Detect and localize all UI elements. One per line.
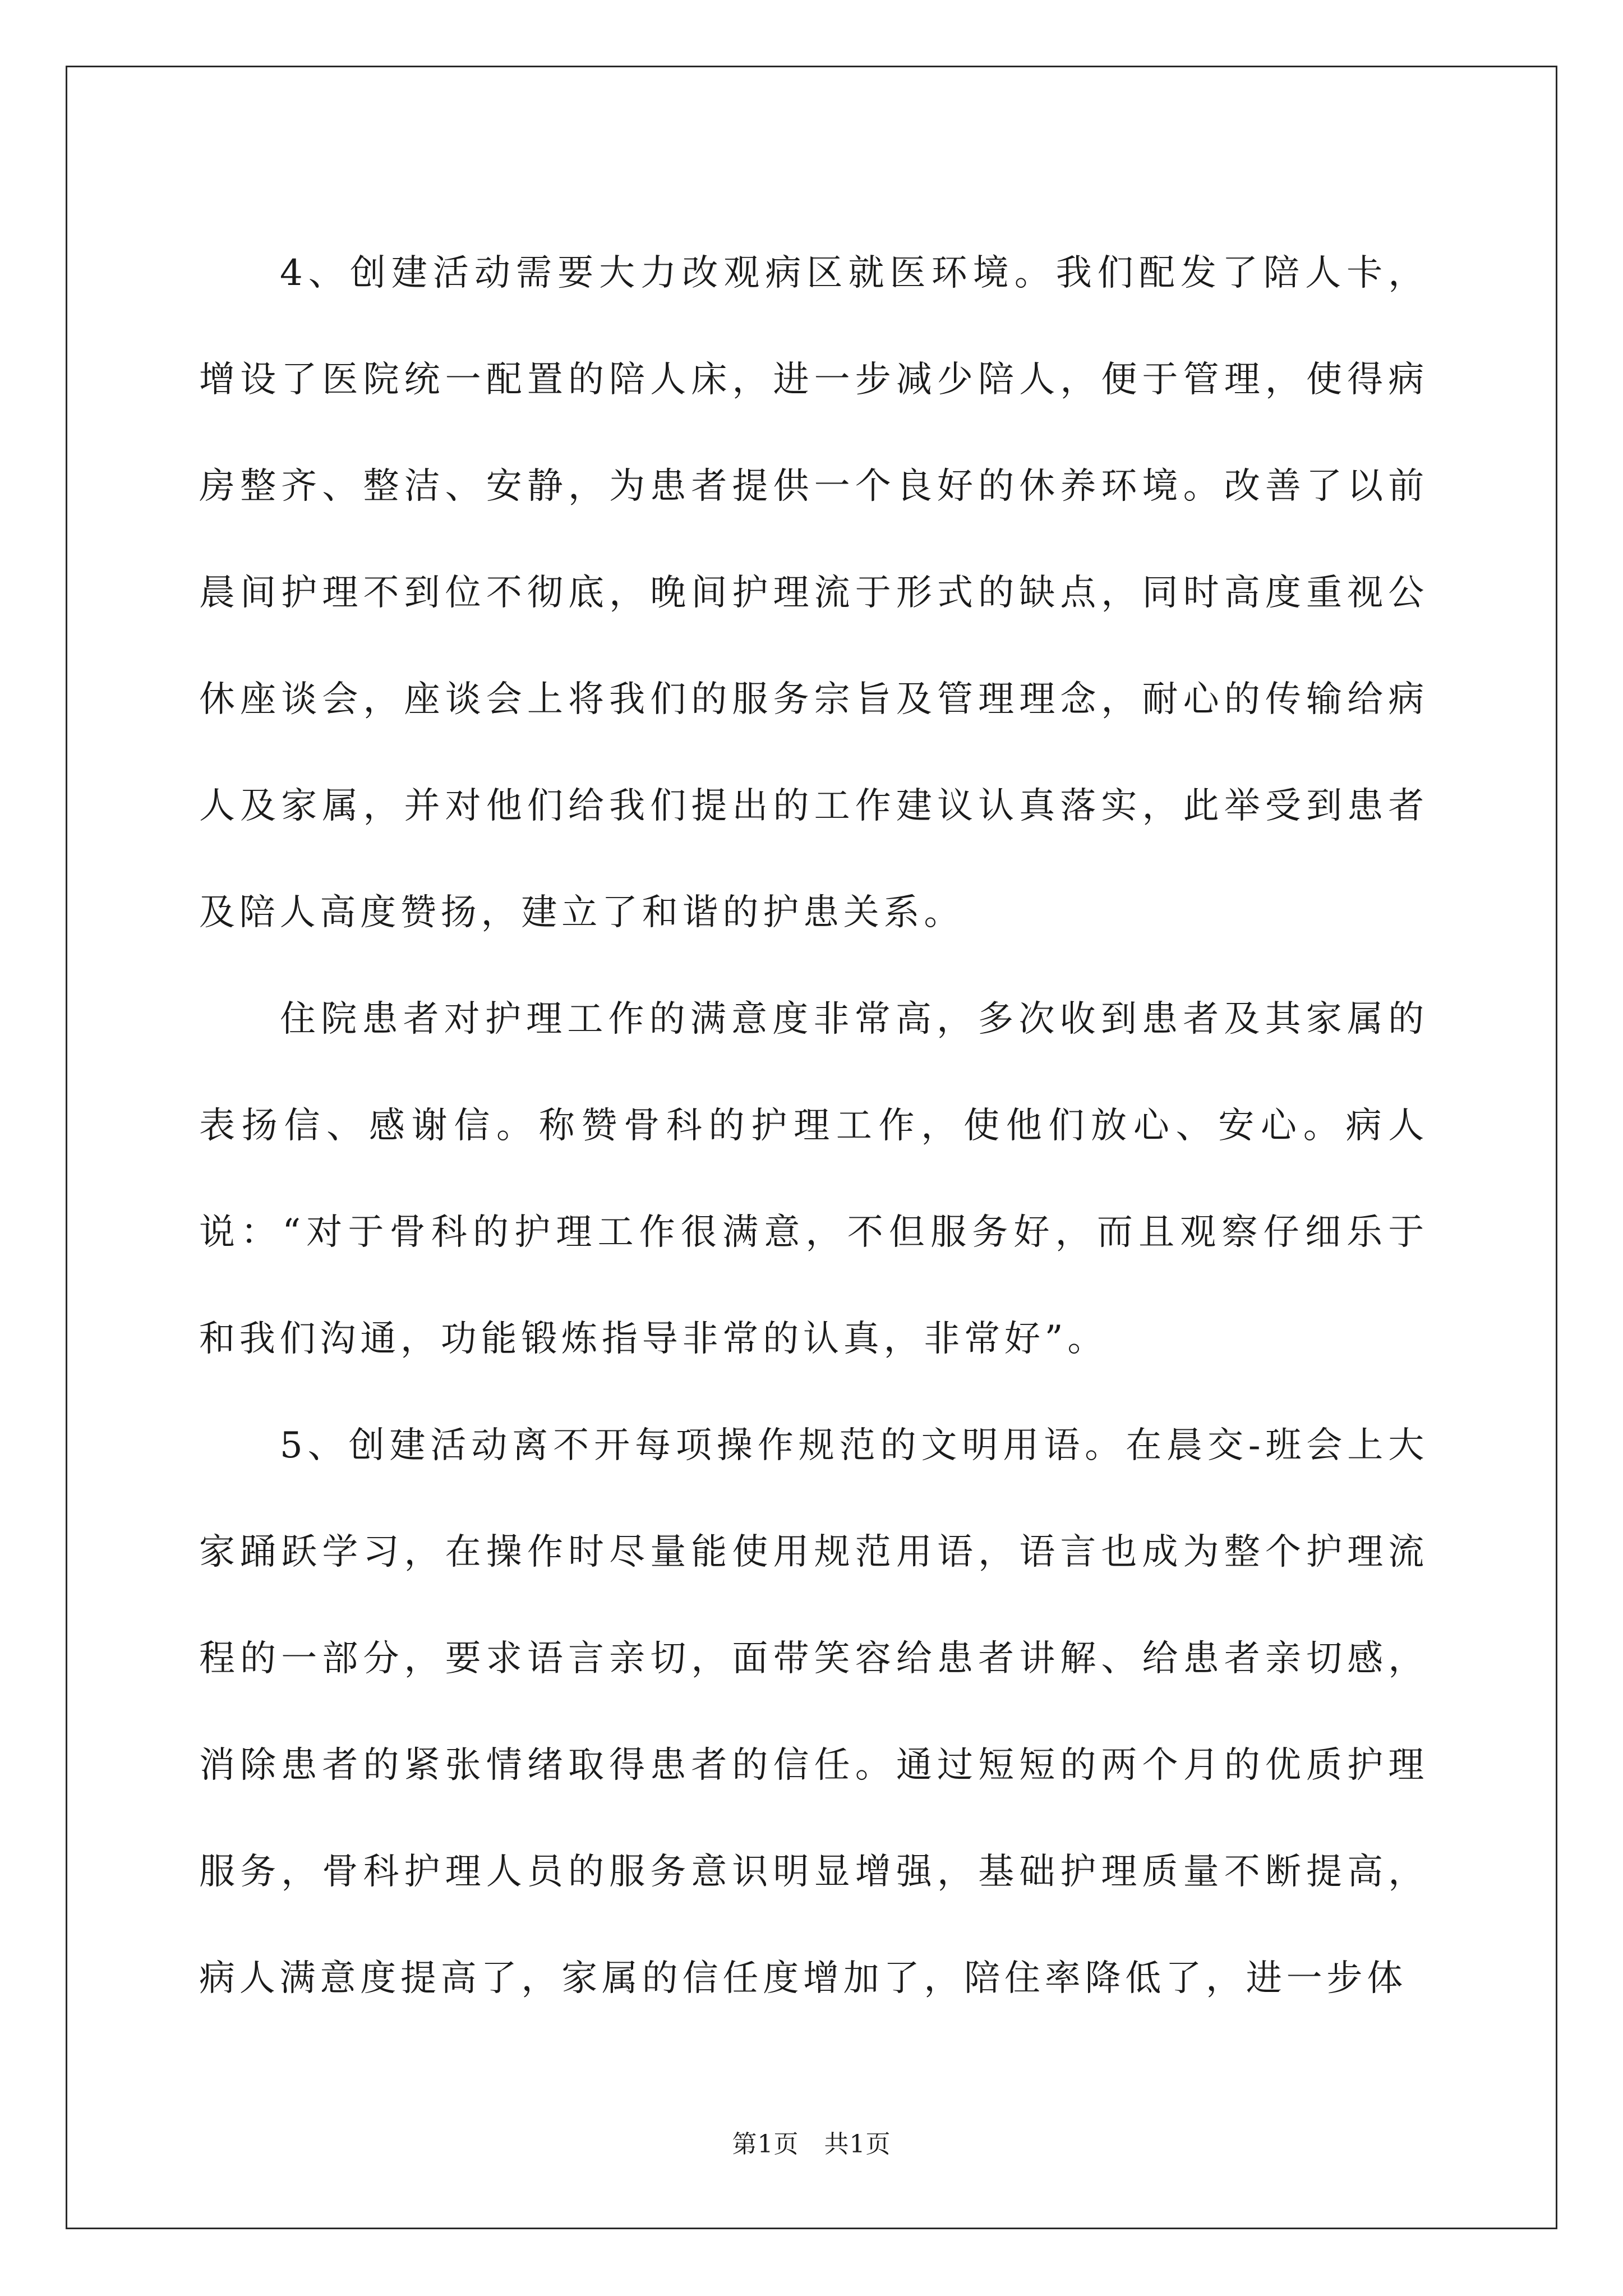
paragraph-item-4: 4、创建活动需要大力改观病区就医环境。我们配发了陪人卡，增设了医院统一配置的陪人床，进一步减少陪人，便于管理，使得病房整齐、整洁、安静，为患者提供一个良好的休养环境。改善了以前晨间护理不到位不彻底，晚间护理流于形式的缺点，同时高度重视公休座谈会，座谈会上将我们的服务宗旨及管理理念，耐心的传输给病人及家属，并对他们给我们提出的工作建议认真落实，此举受到患者及陪人高度赞扬，建立了和谐的护患关系。 [199,252,1428,933]
document-body [199,220,1428,2032]
page-footer: 第1页 共1页 [732,2130,891,2159]
paragraph-patient-feedback: 住院患者对护理工作的满意度非常高，多次收到患者及其家属的表扬信、感谢信。称赞骨科的护理工作，使他们放心、安心。病人说：“对于骨科的护理工作很满意，不但服务好，而且观察仔细乐于和我们沟通，功能锻炼指导非常的认真，非常好”。 [199,999,1428,1360]
paragraph-item-5: 5、创建活动离不开每项操作规范的文明用语。在晨交-班会上大家踊跃学习，在操作时尽量能使用规范用语，语言也成为整个护理流程的一部分，要求语言亲切，面带笑容给患者讲解、给患者亲切感，消除患者的紧张情绪取得患者的信任。通过短短的两个月的优质护理服务，骨科护理人员的服务意识明显增强，基础护理质量不断提高，病人满意度提高了，家属的信任度增加了，陪住率降低了，进一步体 [199,1425,1428,1999]
